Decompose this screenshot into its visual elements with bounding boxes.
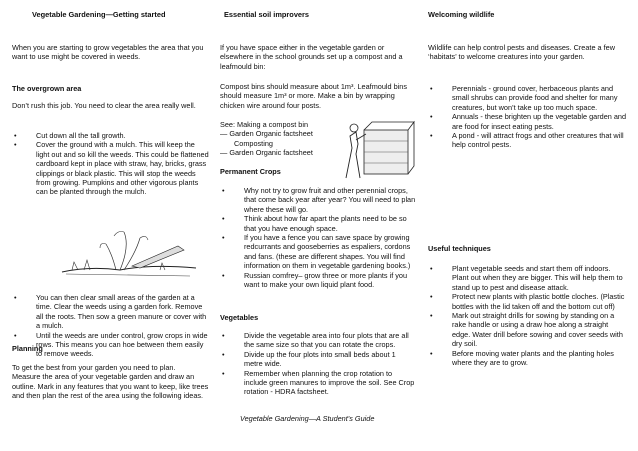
useful-techniques-heading: Useful techniques <box>428 244 491 253</box>
overgrown-text: Don’t rush this job. You need to clear the area really well. <box>12 101 196 110</box>
list-item: • Perennials - ground cover, herbaceous plants and small shrubs can provide food and shelter for many creatures, but won’t take up too much space. <box>428 84 628 112</box>
list-item: • Protect new plants with plastic bottle cloches. (Plastic bottles with the lid taken off and the bottom cut off) <box>428 292 628 311</box>
list-item: • Mark out straight drills for sowing by standing on a rake handle or using a draw hoe along a straight edge. Water drill before sowing and cover seeds with dry soil. <box>428 311 628 349</box>
vegetables-heading: Vegetables <box>220 313 259 322</box>
planning-text: To get the best from your garden you need to plan. Measure the area of your vegetable garden and draw an outline. Mark in any features that you want to keep, like trees and then plan the rest of the area using the following ideas. <box>12 363 209 401</box>
wildlife-heading: Welcoming wildlife <box>428 10 495 19</box>
permanent-crops-heading: Permanent Crops <box>220 167 281 176</box>
see-references <box>220 120 340 158</box>
list-item: • Russian comfrey– grow three or more plants if you want to make your own liquid plant food. <box>220 271 416 290</box>
reference-line: See: Making a compost bin <box>220 120 309 129</box>
list-item: • Until the weeds are under control, grow crops in wide rows. This means you can hoe between them easily to remove weeds. <box>12 331 210 359</box>
soil-text: If you have space either in the vegetable garden or elsewhere in the school grounds set up a compost and a leafmould bin: <box>220 43 403 71</box>
reference-line: — Garden Organic factsheet <box>220 129 313 139</box>
list-item: • Plant vegetable seeds and start them off indoors. Plant out when they are bigger. This will help them to stand up to pest and disease attack. <box>428 264 628 292</box>
mulch-illustration <box>60 226 198 284</box>
list-item: • A pond - will attract frogs and other creatures that will help control pests. <box>428 131 628 150</box>
overgrown-list <box>12 131 210 197</box>
list-item: • Annuals - these brighten up the vegetable garden and are food for insect eating pests. <box>428 112 628 131</box>
list-item: • Cover the ground with a mulch. This will keep the light out and so kill the weeds. This could be flattened cardboard kept in place with straw, hay, bricks, grass clippings or black plastic. This will stop the weeds from growing. Pumpkins and other vigorous plants can be planted through the mulch. <box>12 140 210 196</box>
planning-heading: Planning <box>12 344 43 353</box>
section-title: Vegetable Gardening—Getting started <box>32 10 166 19</box>
list-item: • Think about how far apart the plants need to be so that you have enough space. <box>220 214 416 233</box>
list-item: • Divide up the four plots into small beds about 1 metre wide. <box>220 350 416 369</box>
vegetables-list <box>220 331 416 397</box>
list-item: • Cut down all the tall growth. <box>12 131 210 140</box>
soil-heading: Essential soil improvers <box>224 10 310 19</box>
list-item: • Why not try to grow fruit and other perennial crops, that come back year after year? You will need to plan where these will go. <box>220 186 416 214</box>
intro-text: When you are starting to grow vegetables the area that you want to use might be covered in weeds. <box>12 43 204 62</box>
reference-line: — Garden Organic factsheet <box>220 148 313 158</box>
list-item: • Remember when planning the crop rotation to include green manures to improve the soil. See Crop rotation - HDRA factsheet. <box>220 369 416 397</box>
list-item: • You can then clear small areas of the garden at a time. Clear the weeds using a garden fork. Remove all the roots. Then sow a green manure or cover with a mulch. <box>12 293 210 331</box>
compost-text: Compost bins should measure about 1m³. Leafmould bins should measure 1m³ or more. Make a bin by wrapping chicken wire around four posts. <box>220 82 407 110</box>
footer-title: Vegetable Gardening—A Student’s Guide <box>240 414 375 423</box>
list-item: • Divide the vegetable area into four plots that are all the same size so that you can rotate the crops. <box>220 331 416 350</box>
useful-techniques-list <box>428 264 628 367</box>
wildlife-text: Wildlife can help control pests and diseases. Create a few ‘habitats’ to welcome creatures into your garden. <box>428 43 615 62</box>
wildlife-list <box>428 84 628 150</box>
list-item: • Before moving water plants and the planting holes where they are to grow. <box>428 349 628 368</box>
list-item: • If you have a fence you can save space by growing redcurrants and gooseberries as espaliers, cordons and fans. (these are different shapes. You will find information on them in vegetable gardening books.) <box>220 233 416 271</box>
permanent-crops-list <box>220 186 416 289</box>
overgrown-heading: The overgrown area <box>12 84 82 93</box>
reference-line: Composting <box>234 138 273 148</box>
